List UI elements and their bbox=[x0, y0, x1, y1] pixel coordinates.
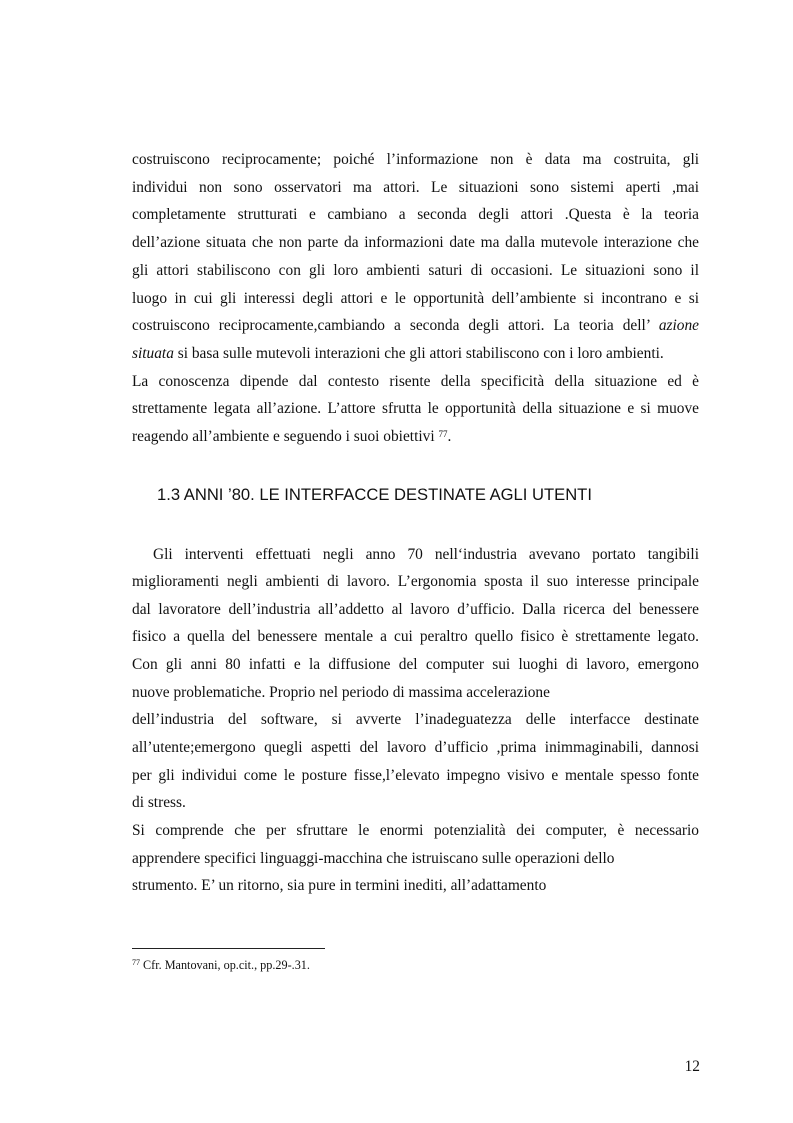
footnote-separator bbox=[132, 948, 325, 949]
paragraph-line: nuove problematiche. Proprio nel periodo di massima accelerazione bbox=[132, 684, 550, 701]
italic-term: situata bbox=[132, 345, 174, 362]
paragraph-line: luogo in cui gli interessi degli attori e le opportunità dell’ambiente si incontrano e si bbox=[132, 290, 699, 307]
paragraph-line: individui non sono osservatori ma attori. Le situazioni sono sistemi aperti ,mai bbox=[132, 179, 699, 196]
paragraph-line bbox=[132, 427, 699, 447]
paragraph-line: di stress. bbox=[132, 794, 186, 811]
italic-term: azione bbox=[658, 317, 699, 334]
paragraph-line: gli attori stabiliscono con gli loro ambienti saturi di occasioni. Le situazioni sono il bbox=[132, 262, 699, 279]
paragraph-line bbox=[132, 344, 699, 364]
section-heading: 1.3 ANNI ’80. LE INTERFACCE DESTINATE AGLI UTENTI bbox=[157, 485, 592, 504]
text-segment: . bbox=[447, 428, 452, 445]
paragraph-line: Con gli anni 80 infatti e la diffusione del computer sui luoghi di lavoro, emergono bbox=[132, 656, 699, 673]
paragraph-line: La conoscenza dipende dal contesto risente della specificità della situazione ed è bbox=[132, 373, 699, 390]
text-segment: costruiscono reciprocamente,cambiando a seconda degli attori. La teoria dell’ bbox=[132, 317, 650, 334]
paragraph-line: per gli individui come le posture fisse,l’elevato impegno visivo e mentale spesso fonte bbox=[132, 767, 699, 784]
paragraph-line: fisico a quella del benessere mentale a cui peraltro quello fisico è strettamente legato. bbox=[132, 628, 699, 645]
paragraph-line: completamente strutturati e cambiano a seconda degli attori .Questa è la teoria bbox=[132, 206, 699, 223]
footnote-marker: 77 bbox=[132, 958, 140, 967]
page-number: 12 bbox=[684, 1058, 700, 1075]
text-segment: si basa sulle mutevoli interazioni che gli attori stabiliscono con i loro ambienti. bbox=[173, 345, 664, 362]
paragraph-line bbox=[132, 316, 699, 336]
paragraph-line: strumento. E’ un ritorno, sia pure in termini inediti, all’adattamento bbox=[132, 877, 547, 894]
paragraph-line: apprendere specifici linguaggi-macchina che istruiscano sulle operazioni dello bbox=[132, 850, 615, 867]
paragraph-line: dell’industria del software, si avverte l’inadeguatezza delle interfacce destinate bbox=[132, 711, 699, 728]
paragraph-line: dell’azione situata che non parte da informazioni date ma dalla mutevole interazione che bbox=[132, 234, 699, 251]
footnote-reference: 77 bbox=[438, 429, 448, 439]
paragraph-line: all’utente;emergono quegli aspetti del lavoro d’ufficio ,prima inimmaginabili, dannosi bbox=[132, 739, 699, 756]
paragraph-line: strettamente legata all’azione. L’attore sfrutta le opportunità della situazione e si muove bbox=[132, 400, 699, 417]
paragraph-line: Si comprende che per sfruttare le enormi potenzialità dei computer, è necessario bbox=[132, 822, 699, 839]
paragraph-line: costruiscono reciprocamente; poiché l’informazione non è data ma costruita, gli bbox=[132, 151, 699, 168]
paragraph-line: miglioramenti negli ambienti di lavoro. L’ergonomia sposta il suo interesse principale bbox=[132, 573, 699, 590]
paragraph-line: dal lavoratore dell’industria all’addetto al lavoro d’ufficio. Dalla ricerca del benessere bbox=[132, 601, 699, 618]
text-segment: reagendo all’ambiente e seguendo i suoi obiettivi bbox=[132, 428, 439, 445]
footnote-text: Cfr. Mantovani, op.cit., pp.29-.31. bbox=[140, 958, 310, 972]
footnote bbox=[132, 957, 310, 973]
paragraph-line: Gli interventi effettuati negli anno 70 nell‘industria avevano portato tangibili bbox=[153, 546, 699, 563]
